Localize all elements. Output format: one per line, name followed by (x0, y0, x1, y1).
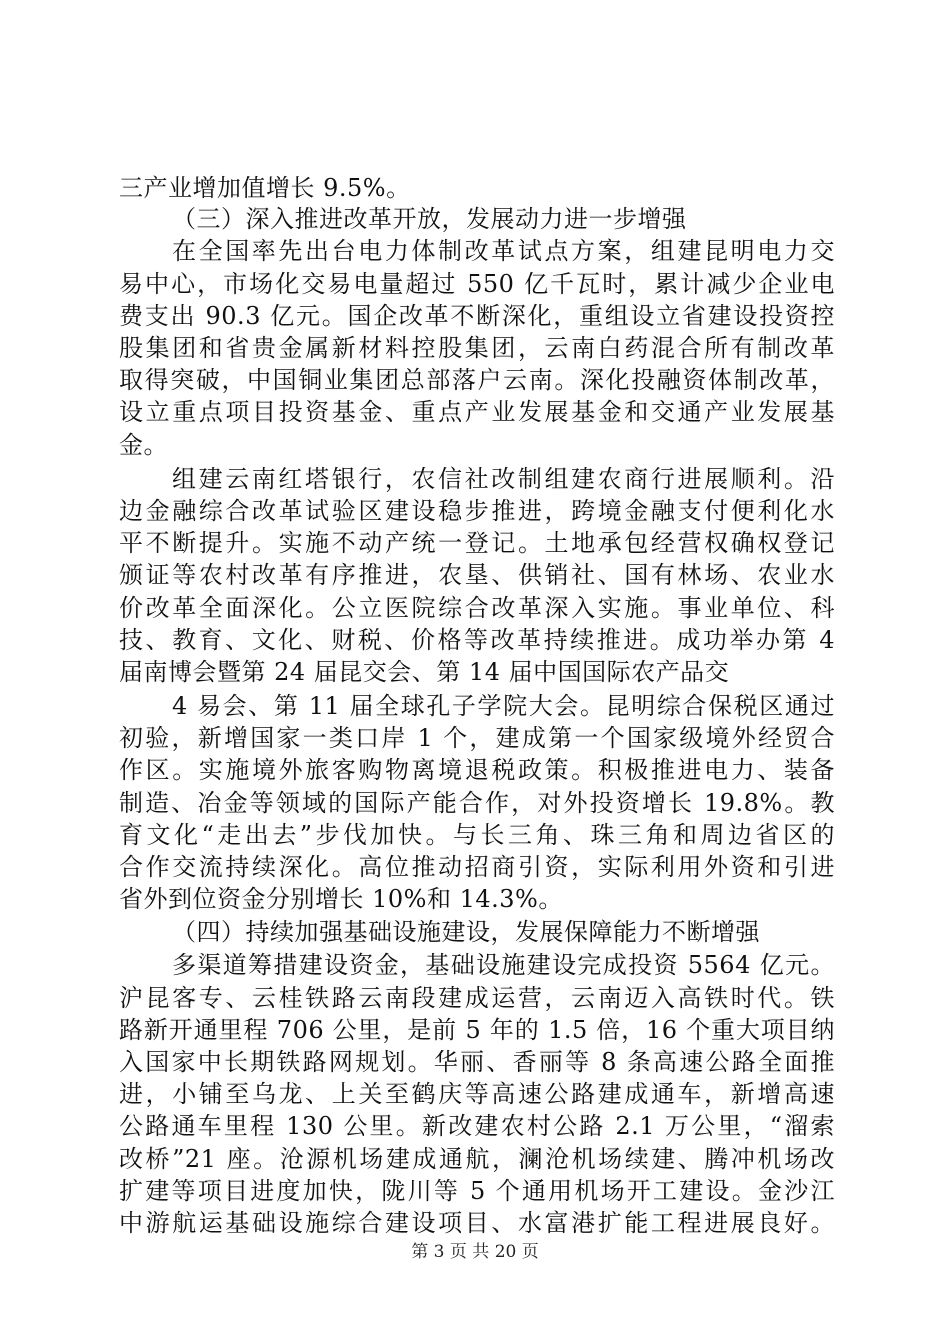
text-line-8: 设立重点项目投资基金、重点产业发展基金和交通产业发展基 (119, 398, 835, 426)
text-line-20: 制造、冶金等领域的国际产能合作，对外投资增长 19.8%。教 (119, 789, 835, 817)
text-line-33: 中游航运基础设施综合建设项目、水富港扩能工程进展良好。 (119, 1209, 835, 1237)
text-line-30: 公路通车里程 130 公里。新改建农村公路 2.1 万公里，“溜索 (119, 1112, 835, 1140)
text-line-16: 届南博会暨第 24 届昆交会、第 14 届中国国际农产品交 (119, 658, 730, 686)
text-line-23: 省外到位资金分别增长 10%和 14.3%。 (119, 885, 563, 913)
text-line-14: 价改革全面深化。公立医院综合改革深入实施。事业单位、科 (119, 594, 835, 622)
text-line-26: 沪昆客专、云桂铁路云南段建成运营，云南迈入高铁时代。铁 (119, 984, 835, 1012)
text-line-25: 多渠道筹措建设资金，基础设施建设完成投资 5564 亿元。 (172, 951, 835, 979)
text-line-3: 在全国率先出台电力体制改革试点方案，组建昆明电力交 (172, 237, 835, 265)
text-line-21: 育文化“走出去”步伐加快。与长三角、珠三角和周边省区的 (119, 821, 835, 849)
text-line-15: 技、教育、文化、财税、价格等改革持续推进。成功举办第 4 (119, 626, 835, 654)
text-line-7: 取得突破，中国铜业集团总部落户云南。深化投融资体制改革， (119, 366, 835, 394)
text-line-27: 路新开通里程 706 公里，是前 5 年的 1.5 倍，16 个重大项目纳 (119, 1016, 835, 1044)
section-heading-4: （四）持续加强基础设施建设，发展保障能力不断增强 (172, 918, 760, 946)
text-line-32: 扩建等项目进度加快，陇川等 5 个通用机场开工建设。金沙江 (119, 1177, 835, 1205)
text-line-31: 改桥”21 座。沧源机场建成通航，澜沧机场续建、腾冲机场改 (119, 1145, 835, 1173)
text-line-22: 合作交流持续深化。高位推动招商引资，实际利用外资和引进 (119, 853, 835, 881)
text-line-9: 金。 (119, 431, 168, 459)
text-line-17: 4 易会、第 11 届全球孔子学院大会。昆明综合保税区通过 (172, 692, 835, 720)
text-line-18: 初验，新增国家一类口岸 1 个，建成第一个国家级境外经贸合 (119, 724, 835, 752)
text-line-1: 三产业增加值增长 9.5%。 (119, 174, 411, 202)
text-line-12: 平不断提升。实施不动产统一登记。土地承包经营权确权登记 (119, 529, 835, 557)
text-line-13: 颁证等农村改革有序推进，农垦、供销社、国有林场、农业水 (119, 561, 835, 589)
text-line-4: 易中心，市场化交易电量超过 550 亿千瓦时，累计减少企业电 (119, 270, 835, 298)
text-line-29: 进，小铺至乌龙、上关至鹤庆等高速公路建成通车，新增高速 (119, 1080, 835, 1108)
text-line-6: 股集团和省贵金属新材料控股集团，云南白药混合所有制改革 (119, 334, 835, 362)
text-line-19: 作区。实施境外旅客购物离境退税政策。积极推进电力、装备 (119, 756, 835, 784)
text-line-5: 费支出 90.3 亿元。国企改革不断深化，重组设立省建设投资控 (119, 302, 835, 330)
text-line-10: 组建云南红塔银行，农信社改制组建农商行进展顺利。沿 (172, 465, 835, 493)
section-heading-3: （三）深入推进改革开放，发展动力进一步增强 (172, 205, 687, 233)
text-line-28: 入国家中长期铁路网规划。华丽、香丽等 8 条高速公路全面推 (119, 1048, 835, 1076)
text-line-11: 边金融综合改革试验区建设稳步推进，跨境金融支付便利化水 (119, 497, 835, 525)
page-number-footer: 第 3 页 共 20 页 (411, 1242, 539, 1262)
